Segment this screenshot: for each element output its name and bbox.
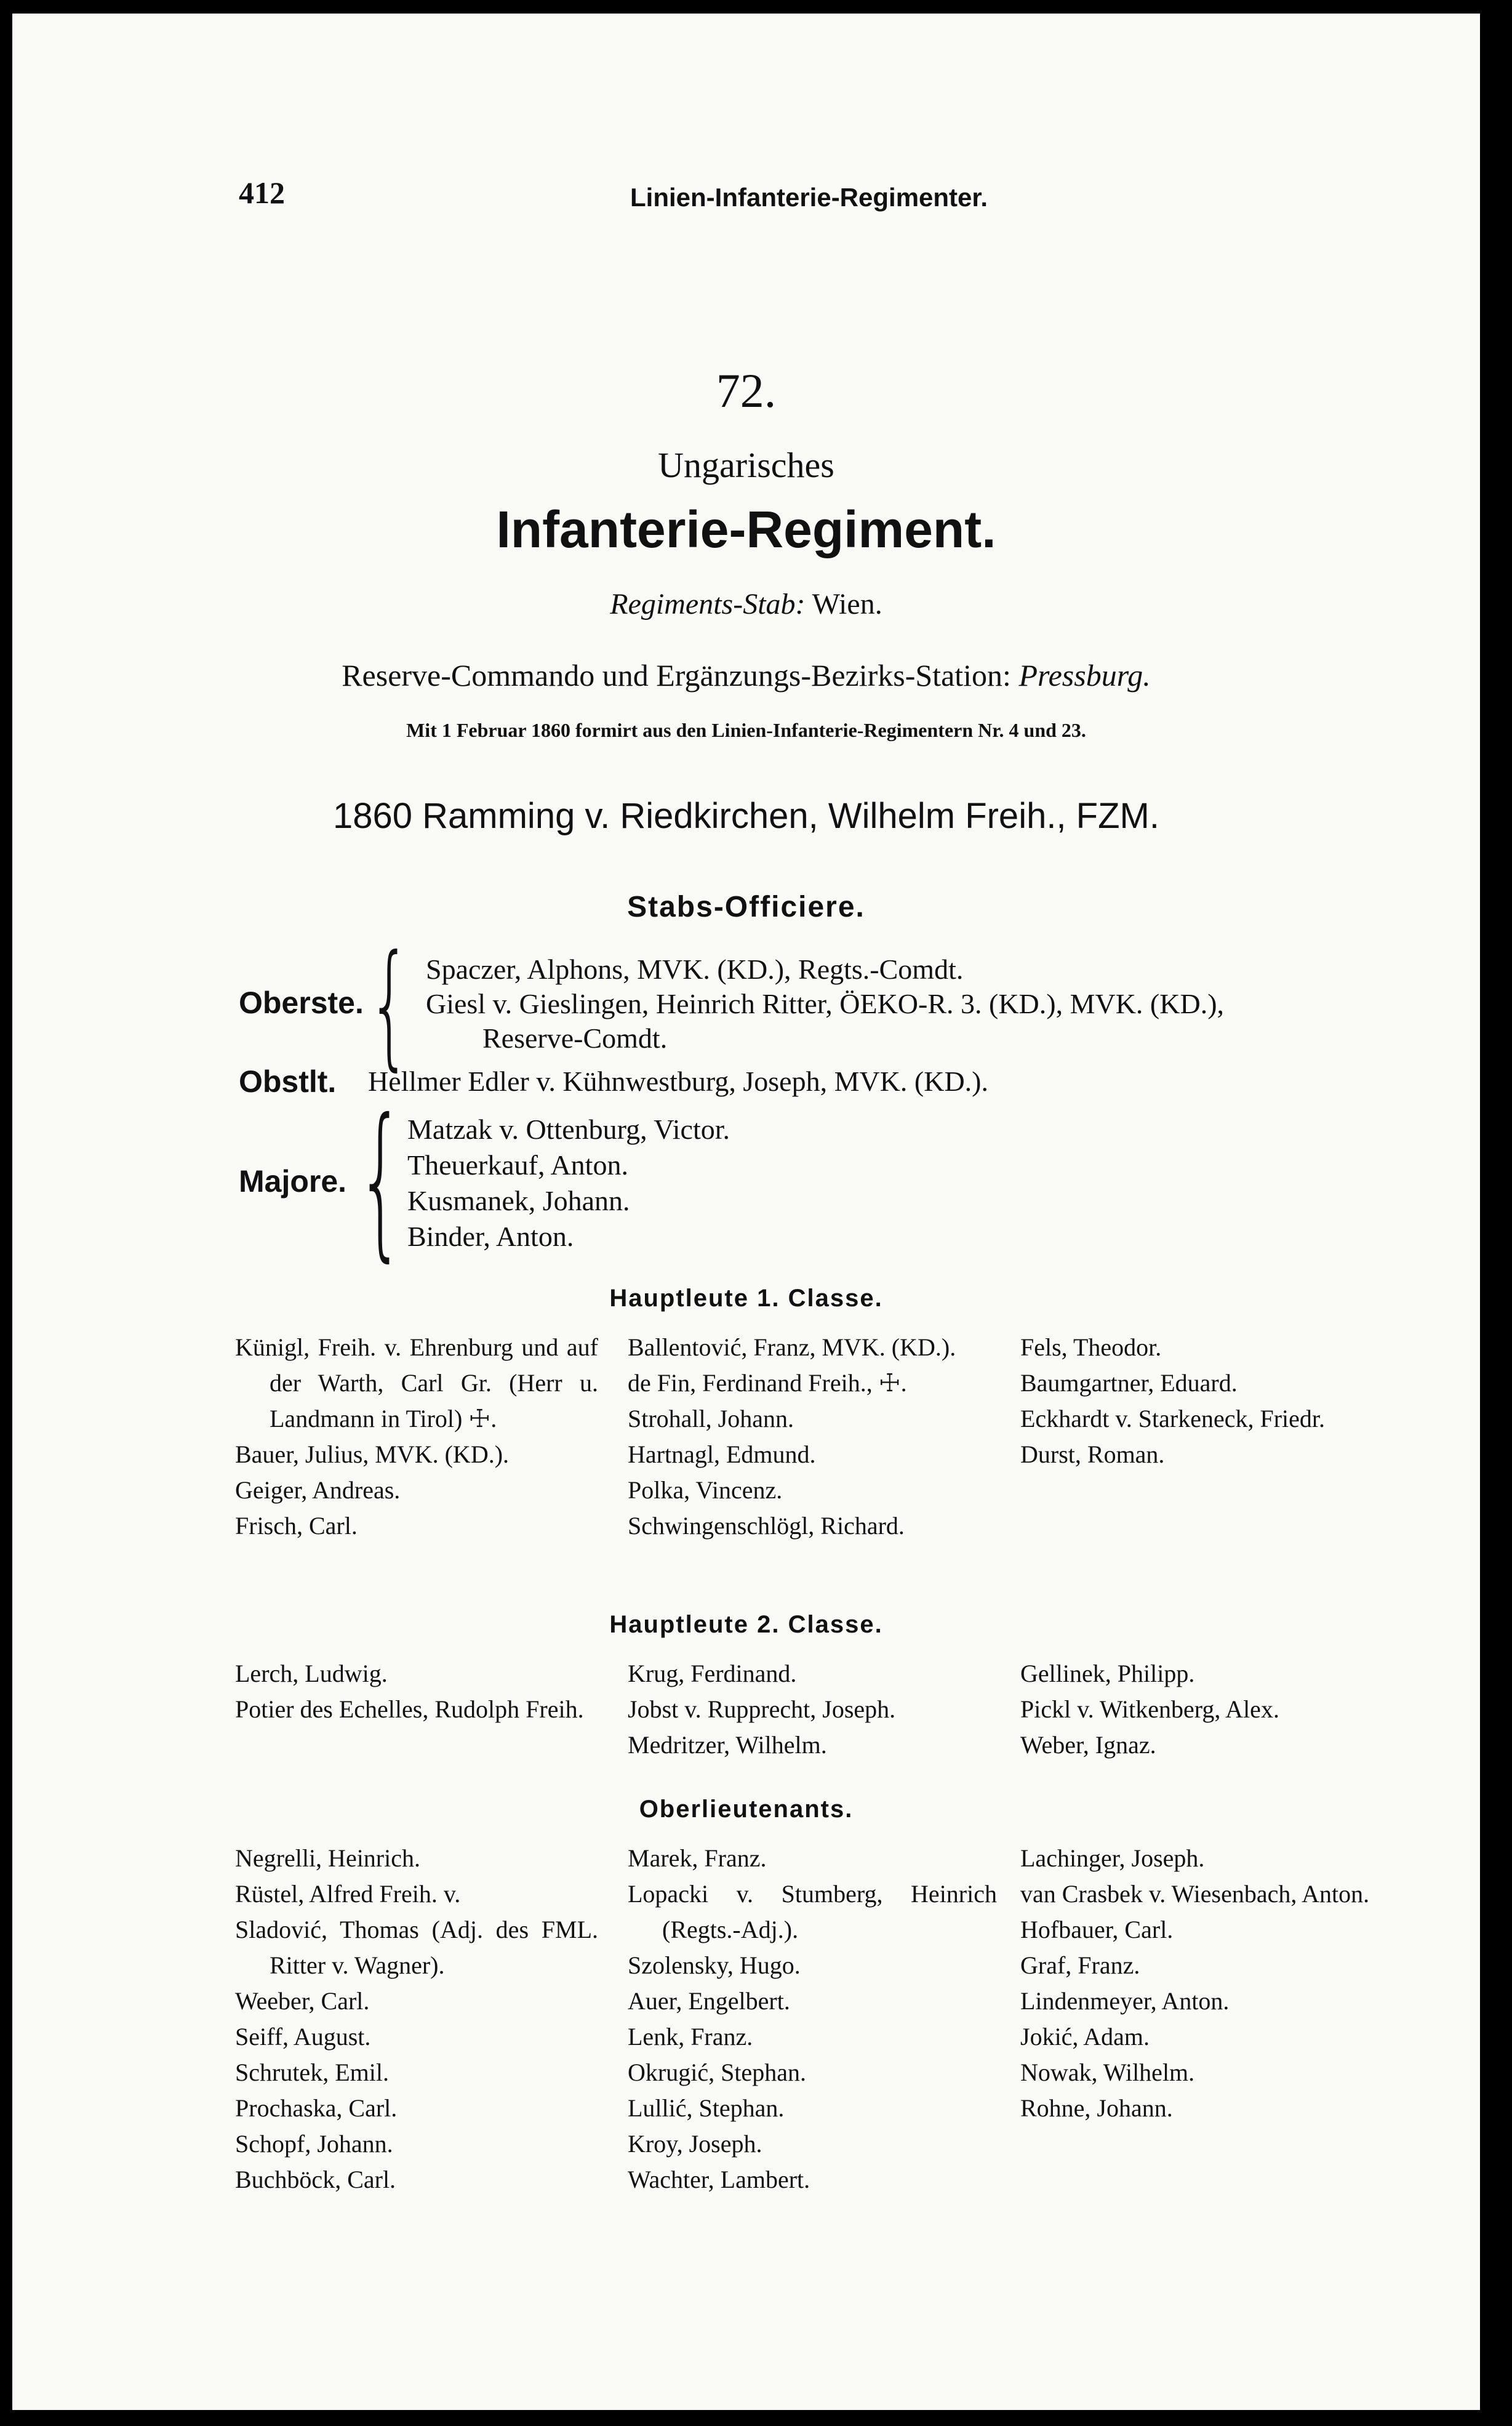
hauptleute-2-col-3	[1020, 1656, 1390, 1763]
majore-entry: Kusmanek, Johann.	[407, 1185, 630, 1216]
rank-majore: Majore.	[239, 1164, 347, 1199]
regiment-number: 72.	[716, 364, 777, 417]
officer-name: Schwingenschlögl, Richard.	[628, 1512, 905, 1540]
document-page	[12, 14, 1480, 2410]
oberlieutenants-col-1	[235, 1841, 598, 2198]
officer-name: Lachinger, Joseph.	[1020, 1844, 1205, 1872]
officer-name: Schrutek, Emil.	[235, 2058, 389, 2086]
oberste-brace: {	[368, 926, 411, 1083]
officer-name: Strohall, Johann.	[628, 1405, 794, 1432]
page-number: 412	[239, 175, 285, 210]
officer-name: Baumgartner, Eduard.	[1020, 1369, 1238, 1397]
hauptleute-1-col-3	[1020, 1330, 1390, 1472]
inhaber-line: 1860 Ramming v. Riedkirchen, Wilhelm Freih., FZM.	[333, 796, 1159, 836]
officer-name: Seiff, August.	[235, 2023, 371, 2050]
officer-name: Jobst v. Rupprecht, Joseph.	[628, 1695, 896, 1723]
hauptleute-1-col-2	[628, 1330, 997, 1544]
officer-name: Auer, Engelbert.	[628, 1987, 790, 2015]
officer-name: Potier des Echelles, Rudolph Freih.	[235, 1695, 584, 1723]
majore-entry: Matzak v. Ottenburg, Victor.	[407, 1114, 730, 1145]
hauptleute-2-heading: Hauptleute 2. Classe.	[609, 1611, 883, 1638]
officer-name: Nowak, Wilhelm.	[1020, 2058, 1195, 2086]
officer-name: Weeber, Carl.	[235, 1987, 370, 2015]
hauptleute-2-col-2	[628, 1656, 997, 1763]
officer-name: Weber, Ignaz.	[1020, 1731, 1156, 1759]
officer-name: Kroy, Joseph.	[628, 2130, 762, 2158]
officer-name: Geiger, Andreas.	[235, 1476, 401, 1504]
officer-name: Durst, Roman.	[1020, 1440, 1165, 1468]
reserve-label: Reserve-Commando und Ergänzungs-Bezirks-Station:	[342, 658, 1011, 693]
officer-name: Lenk, Franz.	[628, 2023, 753, 2050]
officer-name: Krug, Ferdinand.	[628, 1660, 797, 1687]
oberste-entry: Giesl v. Gieslingen, Heinrich Ritter, ÖEKO-R. 3. (KD.), MVK. (KD.),	[426, 988, 1225, 1019]
officer-name: Rüstel, Alfred Freih. v.	[235, 1880, 461, 1908]
officer-name: Schopf, Johann.	[235, 2130, 393, 2158]
oberlieutenants-heading: Oberlieutenants.	[639, 1796, 854, 1823]
officer-name: Medritzer, Wilhelm.	[628, 1731, 827, 1759]
formation-note: Mit 1 Februar 1860 formirt aus den Linien-Infanterie-Regimentern Nr. 4 und 23.	[406, 719, 1086, 741]
stab-label: Regiments-Stab:	[610, 588, 806, 621]
regiment-title: Infanterie-Regiment.	[496, 500, 996, 558]
officer-name: Gellinek, Philipp.	[1020, 1660, 1195, 1687]
officer-name: de Fin, Ferdinand Freih., ☩.	[628, 1369, 907, 1397]
officer-name: Fels, Theodor.	[1020, 1333, 1162, 1361]
hauptleute-2-col-1	[235, 1656, 598, 1727]
majore-entry: Binder, Anton.	[407, 1221, 574, 1252]
oberlieutenants-col-3	[1020, 1841, 1390, 2126]
officer-name: Negrelli, Heinrich.	[235, 1844, 420, 1872]
stabs-officiere-heading: Stabs-Officiere.	[627, 891, 865, 923]
officer-name: Wachter, Lambert.	[628, 2166, 810, 2193]
rank-obstlt: Obstlt.	[239, 1064, 337, 1099]
officer-name: Rohne, Johann.	[1020, 2094, 1173, 2122]
officer-name: Graf, Franz.	[1020, 1951, 1140, 1979]
officer-name: van Crasbek v. Wiesenbach, Anton.	[1020, 1880, 1370, 1908]
officer-name: Jokić, Adam.	[1020, 2023, 1150, 2050]
officer-name: Bauer, Julius, MVK. (KD.).	[235, 1440, 510, 1468]
officer-name: Pickl v. Witkenberg, Alex.	[1020, 1695, 1279, 1723]
officer-name: Lullić, Stephan.	[628, 2094, 785, 2122]
officer-name: Lopacki v. Stumberg, Heinrich (Regts.-Adj.).	[628, 1880, 997, 1943]
officer-name: Polka, Vincenz.	[628, 1476, 783, 1504]
majore-brace: {	[357, 1083, 405, 1277]
obstlt-entry: Hellmer Edler v. Kühnwestburg, Joseph, MVK. (KD.).	[368, 1066, 989, 1097]
oberste-entry: Spaczer, Alphons, MVK. (KD.), Regts.-Comdt.	[426, 954, 964, 985]
running-title: Linien-Infanterie-Regimenter.	[630, 183, 988, 212]
regiment-subtitle: Ungarisches	[658, 445, 834, 485]
officer-name: Lerch, Ludwig.	[235, 1660, 388, 1687]
officer-name: Szolensky, Hugo.	[628, 1951, 801, 1979]
reserve-value: Pressburg.	[1018, 658, 1151, 693]
officer-name: Hartnagl, Edmund.	[628, 1440, 816, 1468]
hauptleute-1-col-1	[235, 1330, 598, 1544]
officer-name: Prochaska, Carl.	[235, 2094, 398, 2122]
regiment-stab-line	[12, 587, 1480, 621]
officer-name: Buchböck, Carl.	[235, 2166, 396, 2193]
officer-name: Ballentović, Franz, MVK. (KD.).	[628, 1333, 956, 1361]
stab-value: Wien.	[812, 588, 882, 621]
officer-name: Eckhardt v. Starkeneck, Friedr.	[1020, 1405, 1326, 1432]
officer-name: Lindenmeyer, Anton.	[1020, 1987, 1230, 2015]
officer-name: Marek, Franz.	[628, 1844, 767, 1872]
hauptleute-1-heading: Hauptleute 1. Classe.	[609, 1285, 883, 1312]
rank-oberste: Oberste.	[239, 986, 364, 1020]
officer-name: Okrugić, Stephan.	[628, 2058, 806, 2086]
oberste-entry: Reserve-Comdt.	[482, 1022, 668, 1054]
oberlieutenants-col-2	[628, 1841, 997, 2198]
officer-name: Frisch, Carl.	[235, 1512, 358, 1540]
officer-name: Hofbauer, Carl.	[1020, 1916, 1174, 1943]
majore-entry: Theuerkauf, Anton.	[407, 1149, 628, 1181]
officer-name: Künigl, Freih. v. Ehrenburg und auf der Warth, Carl Gr. (Herr u. Landmann in Tirol) ☩.	[235, 1333, 598, 1432]
officer-name: Sladović, Thomas (Adj. des FML. Ritter v. Wagner).	[235, 1916, 598, 1979]
reserve-line	[12, 657, 1480, 693]
